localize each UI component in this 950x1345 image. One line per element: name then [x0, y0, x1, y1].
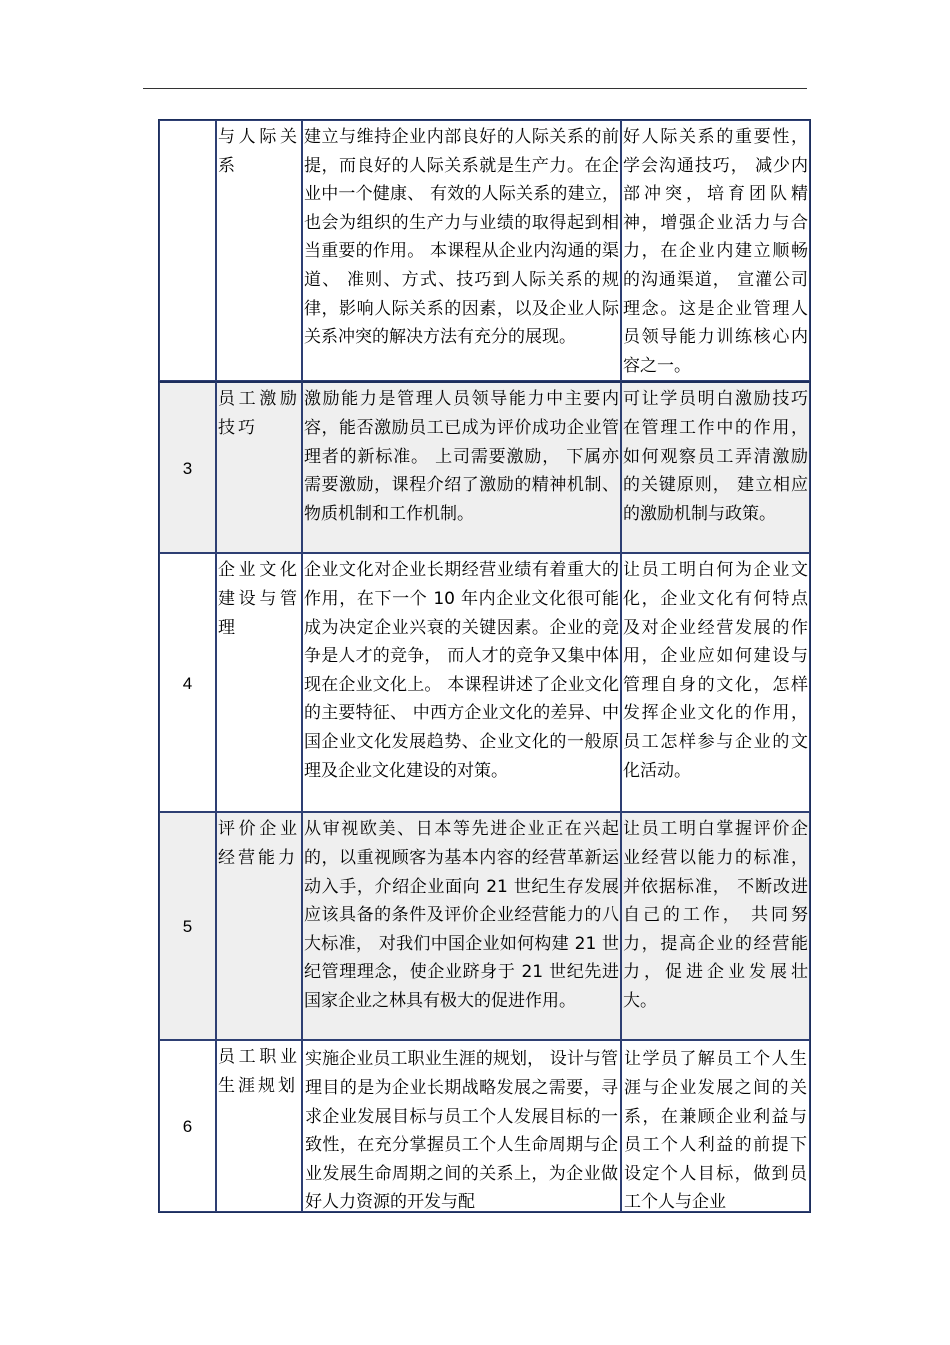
course-goal: 让员工明白掌握评价企业经营以能力的标准，并依据标准， 不断改进自己的工作， 共同努力，提高企业的经营能力，促进企业发展壮大。: [621, 812, 810, 1040]
course-goal: 让员工明白何为企业文化，企业文化有何特点及对企业经营发展的作用，企业应如何建设与管理自身的文化，怎样发挥企业文化的作用，员工怎样参与企业的文化活动。: [621, 553, 810, 812]
course-content-cell: [302, 1040, 621, 1212]
course-name: 企业文化建设与管理: [216, 553, 302, 812]
course-goal: 好人际关系的重要性，学会沟通技巧， 减少内部冲突，培育团队精神，增强企业活力与合力，在企业内建立顺畅的沟通渠道， 宣灌公司理念。这是企业管理人员领导能力训练核心内容之一。: [621, 120, 810, 381]
table-row: [159, 120, 810, 381]
table-row: [159, 553, 810, 812]
table-row: [159, 812, 810, 1040]
course-table: [158, 119, 811, 1213]
course-content: 建立与维持企业内部良好的人际关系的前提，而良好的人际关系就是生产力。在企业中一个健康、 有效的人际关系的建立，也会为组织的生产力与业绩的取得起到相当重要的作用。 本课程从企业内沟通的渠道、 准则、方式、技巧到人际关系的规律，影响人际关系的因素，以及企业人际关系冲突的解决方法有充分的展现。: [302, 120, 621, 381]
table-row: [159, 1040, 810, 1212]
row-number: 6: [159, 1040, 216, 1212]
course-content: 从审视欧美、日本等先进企业正在兴起的，以重视顾客为基本内容的经营革新运动入手，介绍企业面向 21 世纪生存发展应该具备的条件及评价企业经营能力的八大标准， 对我们中国企业如何构建 21 世纪管理理念，使企业跻身于 21 世纪先进国家企业之林具有极大的促进作用。: [302, 812, 621, 1040]
course-content: 企业文化对企业长期经营业绩有着重大的作用，在下一个 10 年内企业文化很可能成为决定企业兴衰的关键因素。企业的竞争是人才的竞争， 而人才的竞争又集中体现在企业文化上。 本课程讲述了企业文化的主要特征、 中西方企业文化的差异、中国企业文化发展趋势、企业文化的一般原理及企业文化建设的对策。: [302, 553, 621, 812]
row-number: 3: [159, 381, 216, 553]
row-number: 5: [159, 812, 216, 1040]
course-goal-cell: [621, 1040, 810, 1212]
course-name: 员工职业生涯规划: [216, 1040, 302, 1212]
course-content: 实施企业员工职业生涯的规划， 设计与管理目的是为企业长期战略发展之需要，寻求企业发展目标与员工个人发展目标的一致性，在充分掌握员工个人生命周期与企业发展生命周期之间的关系上，为企业做好人力资源的开发与配: [305, 1049, 618, 1212]
row-number: [159, 120, 216, 381]
table-row: [159, 381, 810, 553]
course-goal: 让学员了解员工个人生涯与企业发展之间的关系，在兼顾企业利益与员工个人利益的前提下设定个人目标，做到员工个人与企业: [624, 1049, 807, 1212]
course-name: 员工激励技巧: [216, 381, 302, 553]
course-content: 激励能力是管理人员领导能力中主要内容，能否激励员工已成为评价成功企业管理者的新标准。 上司需要激励， 下属亦需要激励，课程介绍了激励的精神机制、物质机制和工作机制。: [302, 381, 621, 553]
course-name: 评价企业经营能力: [216, 812, 302, 1040]
course-name: 与人际关系: [216, 120, 302, 381]
header-rule: [143, 88, 807, 89]
course-goal: 可让学员明白激励技巧在管理工作中的作用，如何观察员工弄清激励的关键原则， 建立相应的激励机制与政策。: [621, 381, 810, 553]
row-number: 4: [159, 553, 216, 812]
